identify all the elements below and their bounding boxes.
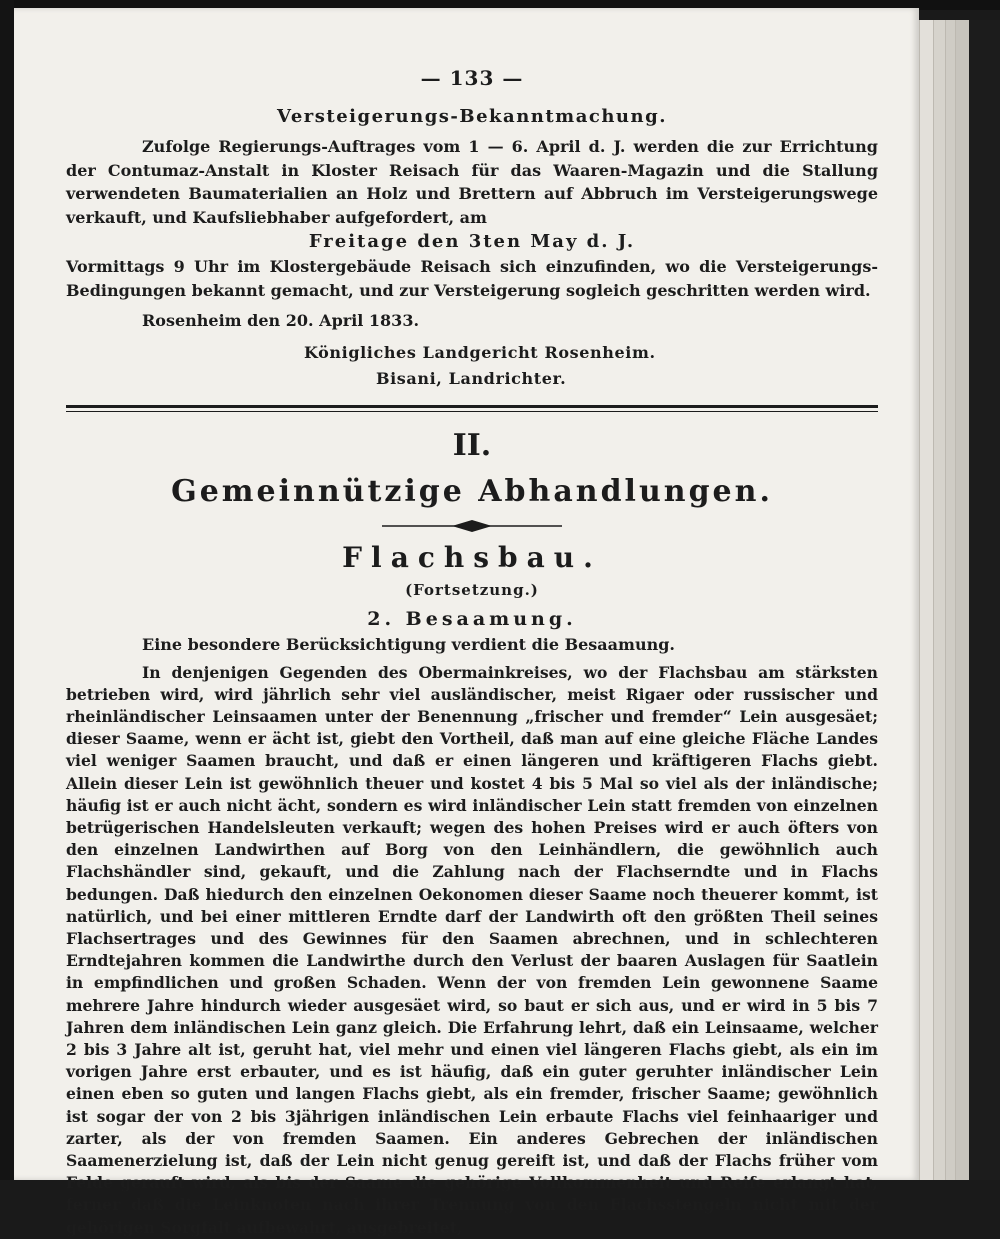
place-and-date: Rosenheim den 20. April 1833. <box>142 310 420 330</box>
announcement-title: Versteigerungs-Bekanntmachung. <box>277 106 667 127</box>
page-stack-edge <box>919 20 934 1180</box>
article-paragraph: In denjenigen Gegenden des Obermainkreises, wo der Flachsbau am stärksten betrieben wird, wird jährlich sehr viel ausländischer, meist Rigaer oder russischer und rheinländischer Leinsaamen unter der Benennung „frischer und fremder“ Lein ausgesäet; dieser Saame, wenn er ächt ist, giebt den Vortheil, daß man auf eine gleiche Fläche Landes viel weniger Saamen braucht, und daß er einen längeren und kräftigeren Flachs giebt. Allein dieser Lein ist gewöhnlich theuer und kostet 4 bis 5 Mal so viel als der inländische; häufig ist er auch nicht ächt, sondern es wird inländischer Lein statt fremden von einzelnen betrügerischen Handelsleuten verkauft; wegen des hohen Preises wird er auch öfters von den einzelnen Landwirthen auf Borg von den Leinhändlern, die gewöhnlich auch Flachshändler sind, gekauft, und die Zahlung nach der Flachserndte und in Flachs bedungen. Daß hiedurch den einzelnen Oekonomen dieser Saame noch theuerer kommt, ist natürlich, und bei einer mittleren Erndte darf der Landwirth oft den größten Theil seines Flachsertrages und des Gewinnes für den Saamen abrechnen, und in schlechteren Erndtejahren kommen die Landwirthe durch den Verlust der baaren Auslagen für Saatlein in empfindlichen und großen Schaden. Wenn der von fremden Lein gewonnene Saame mehrere Jahre hindurch wieder ausgesäet wird, so baut er sich aus, und er wird in 5 bis 7 Jahren dem inländischen Lein ganz gleich. Die Erfahrung lehrt, daß ein Leinsaame, welcher 2 bis 3 Jahre alt ist, geruht hat, viel mehr und einen viel längeren Flachs giebt, als ein im vorigen Jahre erst erbauter, und es ist häufig, daß ein guter geruhter inländischer Lein einen eben so guten und langen Flachs giebt, als ein fremder, frischer Saame; gewöhnlich ist sogar der von 2 bis 3jährigen inländischen Lein erbaute Flachs viel feinhaariger und zarter, als der von fremden Saamen. Ein anderes Gebrechen der inländischen Saamenerzielung ist, daß der Lein nicht genug gereift ist, und daß der Flachs früher vom Felde gerauft wird, als bis der Saame die gehörige Vollkommenheit und Reife erlangt hat, ferner daß die Leinknoten nach ihrer Trennung von den Flachsstengeln nicht mit der gehörigen Sorgfalt aufbewahrt, ausgebreitet, <box>66 662 878 1237</box>
ornament-divider <box>66 518 878 534</box>
auction-date: Freitage den 3ten May d. J. <box>308 231 636 253</box>
issuing-office: Königliches Landgericht Rosenheim. <box>304 342 656 362</box>
book-page <box>14 8 919 1237</box>
continuation-note: (Fortsetzung.) <box>405 580 539 599</box>
signature-line: Bisani, Landrichter. <box>376 368 567 388</box>
section-divider <box>66 405 878 408</box>
section-number: II. <box>452 427 492 463</box>
announcement-body: Zufolge Regierungs-Auftrages vom 1 — 6. April d. J. werden die zur Errichtung der Contumaz-Anstalt in Kloster Reisach für das Waaren-Magazin und die Stallung verwendeten Baumaterialien an Holz und Brettern auf Abbruch im Versteigerungswege verkauft, und Kaufsliebhaber aufgefordert, am <box>66 137 878 227</box>
page-stack-edge <box>955 20 970 1180</box>
section-title: Gemeinnützige Abhandlungen. <box>171 473 773 509</box>
article-body <box>66 662 878 1239</box>
book-left-edge <box>0 0 14 1200</box>
article-title: Flachsbau. <box>342 540 602 574</box>
page-content <box>66 60 878 1239</box>
announcement-body-continued: Vormittags 9 Uhr im Klostergebäude Reisach sich einzufinden, wo die Versteigerungs-Bedingungen bekannt gemacht, und zur Versteigerung sogleich geschritten werden wird. <box>66 257 878 300</box>
book-right-edge <box>969 20 1000 1180</box>
page-number: — 133 — <box>420 66 524 90</box>
section-divider-thin <box>66 411 878 412</box>
subsection-title: 2. Besaamung. <box>367 607 577 630</box>
lead-sentence: Eine besondere Berücksichtigung verdient die Besaamung. <box>142 634 675 654</box>
